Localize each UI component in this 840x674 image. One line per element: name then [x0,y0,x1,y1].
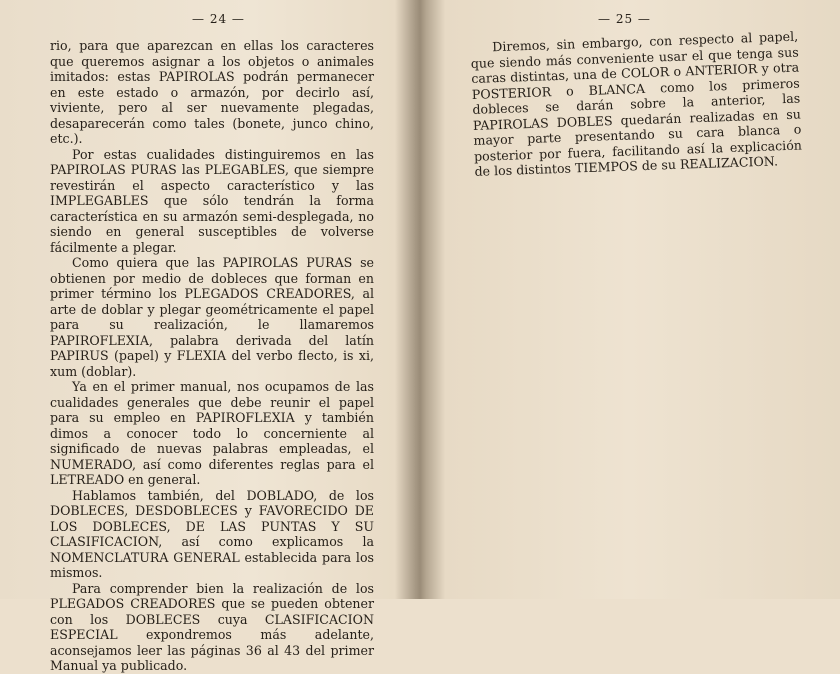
paragraph: rio, para que aparezcan en ellas los caracteres que queremos asignar a los objetos o animales imitados: estas PAPIROLAS podrán permanecer en este estado o armazón, por decirlo así, viviente, pero al ser nuevamente plegadas, desaparecerán como tales (bonete, junco chino, etc.). [50,38,374,146]
left-page-body [50,38,374,674]
page-number: — 25 — [598,12,651,26]
right-page-body [470,29,803,180]
paragraph: Por estas cualidades distinguiremos en las PAPIROLAS PURAS las PLEGABLES, que siempre revestirán el aspecto característico y las IMPLEGABLES que sólo tendrán la forma característica en su armazón semi-desplegada, no siendo en general susceptibles de volverse fácilmente a plegar. [50,146,374,255]
right-page [430,0,840,599]
paragraph: Para comprender bien la realización de los PLEGADOS CREADORES que se pueden obtener con los DOBLECES cuya CLASIFICACION ESPECIAL expondremos más adelante, aconsejamos leer las páginas 36 al 43 del primer Manual ya publicado. [50,580,374,673]
paragraph: Hablamos también, del DOBLADO, de los DOBLECES, DESDOBLECES y FAVORECIDO DE LOS DOBLECES, DE LAS PUNTAS Y SU CLASIFICACION, así como explicamos la NOMENCLATURA GENERAL establecida para los mismos. [50,487,374,580]
left-page [0,0,410,673]
page-number: — 24 — [192,12,245,26]
paragraph: Como quiera que las PAPIROLAS PURAS se obtienen por medio de dobleces que forman en primer término los PLEGADOS CREADORES, al arte de doblar y plegar geométricamente el papel para su realización, le llamaremos PAPIROFLEXIA, palabra derivada del latín PAPIRUS (papel) y FLEXIA del verbo flecto, is xi, xum (doblar). [50,255,374,379]
paragraph: Ya en el primer manual, nos ocupamos de las cualidades generales que debe reunir el papel para su empleo en PAPIROFLEXIA y también dimos a conocer todo lo concerniente al significado de nuevas palabras empleadas, el NUMERADO, así como diferentes reglas para el LETREADO en general. [50,379,374,487]
paragraph: Diremos, sin embargo, con respecto al papel, que siendo más conveniente usar el que tenga sus caras distintas, una de COLOR o ANTERIOR y otra POSTERIOR o BLANCA como los primeros dobleces se darán sobre la anterior, las PAPIROLAS DOBLES quedarán realizadas en su mayor parte presentando su cara blanca o posterior por fuera, facilitando así la explicación de los distintos TIEMPOS de su REALIZACION. [470,28,803,179]
